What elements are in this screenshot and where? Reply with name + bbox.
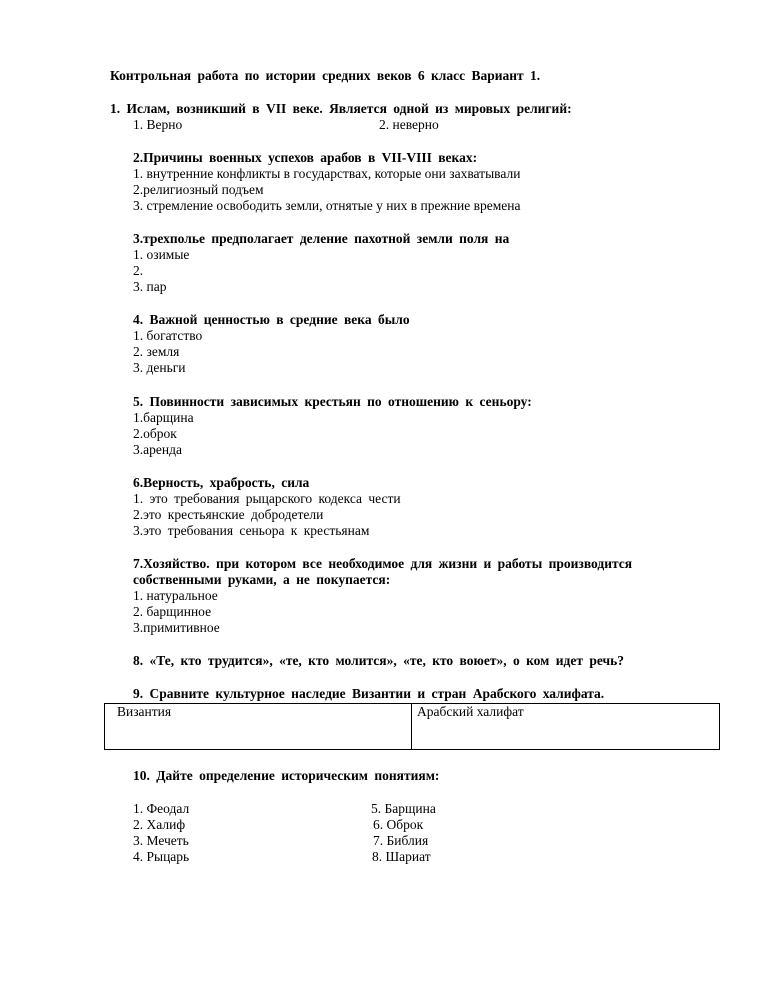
- question-8-text: 8. «Те, кто трудится», «те, кто молится», «те, кто воюет», о ком идет речь?: [133, 653, 625, 668]
- q5-option-2: 2.оброк: [133, 426, 177, 441]
- question-9-text: 9. Сравните культурное наследие Византии и стран Арабского халифата.: [133, 686, 605, 701]
- term-4: 4. Рыцарь: [133, 849, 190, 864]
- question-1-text: 1. Ислам, возникший в VII веке. Является одной из мировых религий:: [110, 101, 572, 116]
- comparison-table: [104, 703, 720, 750]
- term-8: 8. Шариат: [372, 849, 431, 864]
- q6-option-3: 3.это требования сеньора к крестьянам: [133, 523, 370, 538]
- q4-option-3: 3. деньги: [133, 360, 186, 375]
- term-6: 6. Оброк: [373, 817, 424, 832]
- term-5: 5. Барщина: [371, 801, 436, 816]
- term-1: 1. Феодал: [133, 801, 190, 816]
- question-3-text: 3.трехполье предполагает деление пахотной земли поля на: [133, 231, 510, 246]
- question-6-text: 6.Верность, храбрость, сила: [133, 475, 310, 490]
- q5-option-1: 1.барщина: [133, 410, 194, 425]
- table-column-divider: [411, 704, 412, 749]
- q2-option-1: 1. внутренние конфликты в государствах, которые они захватывали: [133, 166, 521, 181]
- question-4-text: 4. Важной ценностью в средние века было: [133, 312, 410, 327]
- table-header-caliphate: Арабский халифат: [417, 704, 524, 719]
- q1-option-1: 1. Верно: [133, 117, 183, 132]
- question-5-text: 5. Повинности зависимых крестьян по отношению к сеньору:: [133, 394, 532, 409]
- q3-option-3: 3. пар: [133, 279, 167, 294]
- q2-option-2: 2.религиозный подъем: [133, 182, 264, 197]
- q4-option-2: 2. земля: [133, 344, 180, 359]
- q2-option-3: 3. стремление освободить земли, отнятые у них в прежние времена: [133, 198, 521, 213]
- q3-option-1: 1. озимые: [133, 247, 190, 262]
- q7-option-2: 2. барщинное: [133, 604, 212, 619]
- q6-option-2: 2.это крестьянские добродетели: [133, 507, 324, 522]
- q3-option-2: 2.: [133, 263, 144, 278]
- q5-option-3: 3.аренда: [133, 442, 182, 457]
- q7-option-1: 1. натуральное: [133, 588, 218, 603]
- q7-option-3: 3.примитивное: [133, 620, 220, 635]
- question-7-text-line-1: 7.Хозяйство. при котором все необходимое для жизни и работы производится: [133, 556, 633, 571]
- term-2: 2. Халиф: [133, 817, 186, 832]
- question-10-text: 10. Дайте определение историческим понятиям:: [133, 768, 440, 783]
- term-3: 3. Мечеть: [133, 833, 189, 848]
- worksheet-title: Контрольная работа по истории средних веков 6 класс Вариант 1.: [110, 68, 541, 83]
- q1-option-2: 2. неверно: [379, 117, 439, 132]
- question-2-text: 2.Причины военных успехов арабов в VII-VIII веках:: [133, 150, 478, 165]
- question-7-text-line-2: собственными руками, а не покупается:: [133, 572, 391, 587]
- term-7: 7. Библия: [373, 833, 429, 848]
- q4-option-1: 1. богатство: [133, 328, 203, 343]
- table-header-byzantium: Византия: [117, 704, 172, 719]
- q6-option-1: 1. это требования рыцарского кодекса чести: [133, 491, 401, 506]
